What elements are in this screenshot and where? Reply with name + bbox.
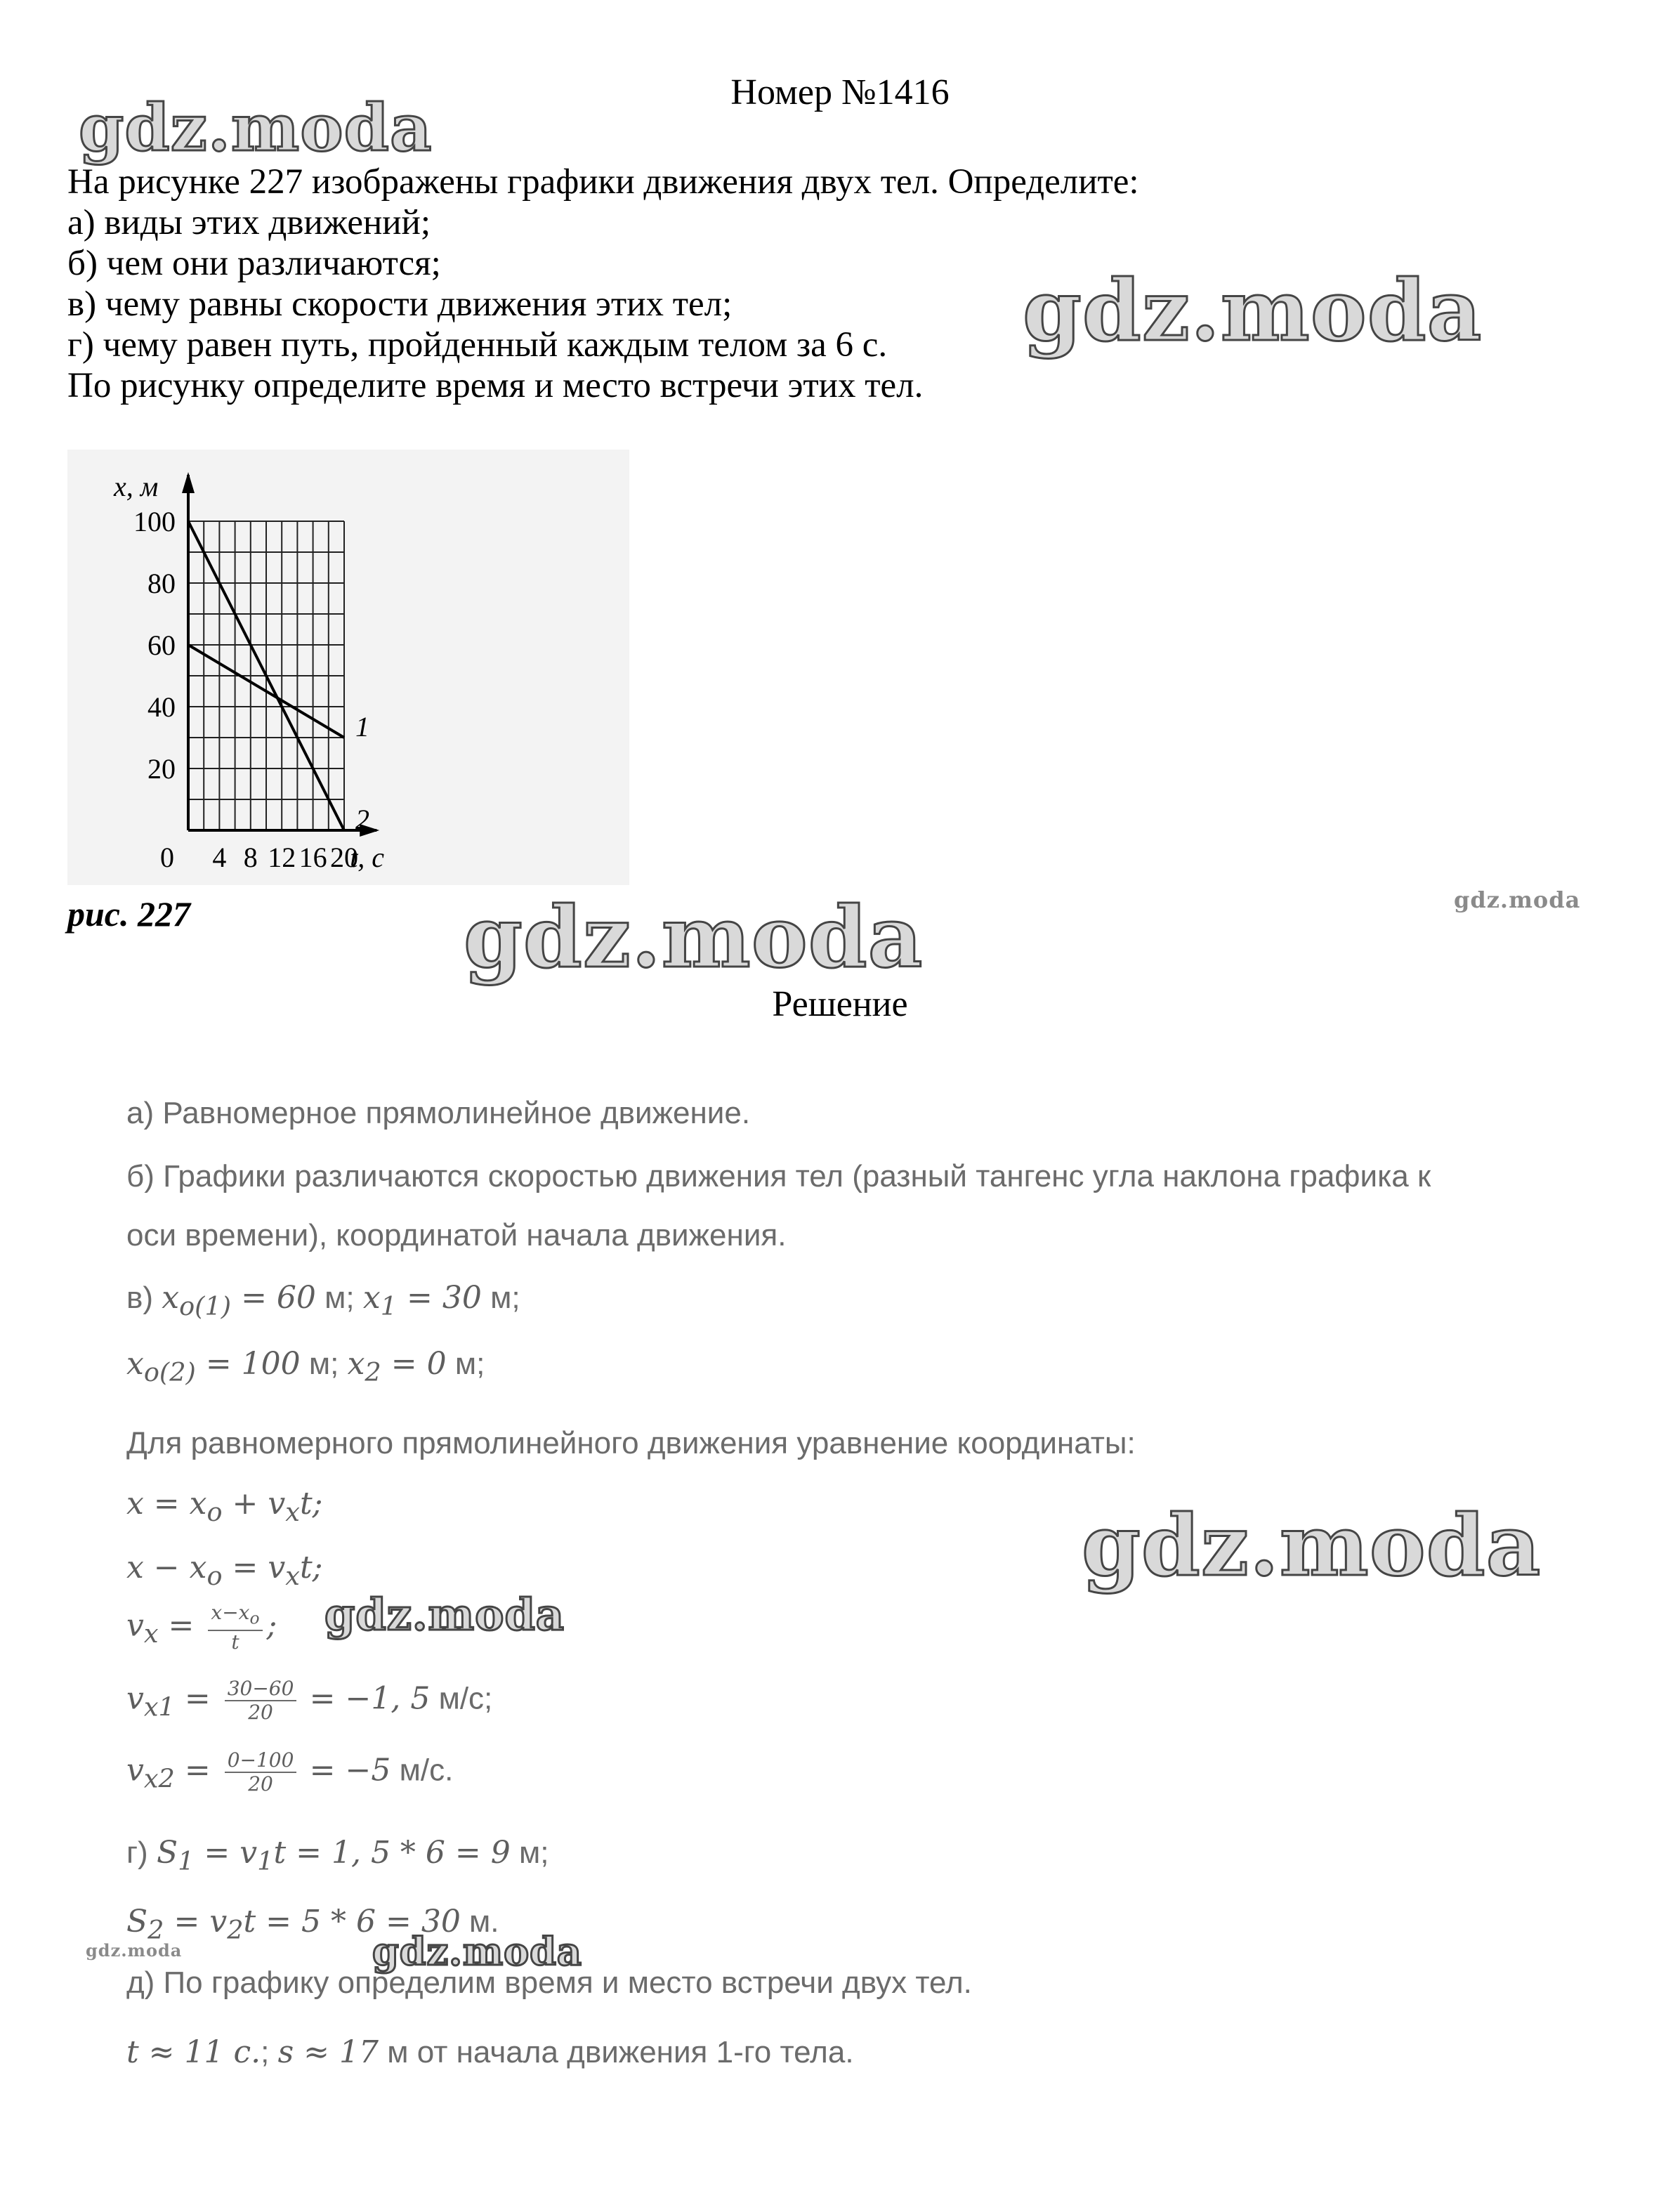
x-tick-label: 8 — [243, 842, 258, 873]
task-line: На рисунке 227 изображены графики движения двух тел. Определите: — [67, 162, 1139, 202]
motion-chart — [67, 450, 629, 885]
path-2 — [126, 1904, 499, 1945]
vx2-numerator: 0−100 — [225, 1749, 297, 1773]
vx2-sub: x2 — [143, 1763, 175, 1794]
x1-value: = 30 — [397, 1280, 482, 1316]
x-tick-label: 4 — [212, 842, 227, 873]
task-line: б) чем они различаются; — [67, 244, 441, 283]
x01-sub: o(1) — [179, 1290, 232, 1321]
y-axis-label: x, м — [114, 471, 159, 502]
page-title: Номер №1416 — [730, 72, 950, 112]
eq3-num-sub: o — [249, 1608, 260, 1628]
path-1 — [126, 1835, 549, 1876]
eq2-sub: o — [206, 1560, 223, 1591]
x02-symbol: x — [126, 1346, 144, 1382]
task-text — [67, 162, 1139, 406]
eq3-part: v — [126, 1607, 144, 1644]
x02-value: = 100 — [195, 1346, 301, 1382]
s1-part: S — [156, 1835, 178, 1871]
watermark: gdz.moda — [79, 90, 433, 166]
x01-unit: м; — [315, 1281, 355, 1315]
v-prefix: в) — [126, 1281, 154, 1315]
watermark: gdz.moda — [1454, 887, 1581, 913]
x1-symbol: x — [362, 1280, 381, 1316]
vx1-fraction — [225, 1677, 297, 1724]
vx2-unit: м/с. — [391, 1753, 454, 1788]
s2-part: S — [126, 1904, 148, 1939]
eq3-part: = — [158, 1607, 195, 1644]
eq2-sub: x — [285, 1560, 300, 1591]
eq1-sub: x — [285, 1496, 300, 1527]
eq1-part: x = x — [126, 1486, 207, 1522]
solution-title: Решение — [772, 984, 908, 1024]
figure-caption: рис. 227 — [67, 894, 190, 934]
task-line: По рисунку определите время и место встречи этих тел. — [67, 366, 924, 405]
velocity-2: $v_{x2}$ = $\frac{0-100}{20}$ = −5 м/с. — [126, 1748, 454, 1795]
equation-3 — [126, 1602, 277, 1654]
eq3-numerator: x−x — [211, 1601, 250, 1624]
solution-a: а) Равномерное прямолинейное движение. — [126, 1096, 751, 1130]
meeting-distance: s ≈ 17 — [277, 2034, 379, 2070]
task-line: г) чему равен путь, пройденный каждым телом за 6 с. — [67, 325, 888, 365]
x-tick-label: 0 — [160, 842, 174, 873]
solution-b-line1: б) Графики различаются скоростью движения тел (разный тангенс угла наклона графика к — [126, 1159, 1431, 1193]
eq1-sub: o — [206, 1496, 223, 1527]
s2-unit: м. — [460, 1904, 499, 1939]
y-tick-label: 20 — [147, 753, 176, 785]
equation-2 — [126, 1550, 322, 1591]
watermark: gdz.moda — [372, 1929, 582, 1974]
vx1-result: = −1, 5 — [309, 1680, 431, 1717]
y-tick-label: 60 — [147, 629, 176, 661]
vx1-numerator: 30−60 — [225, 1677, 297, 1701]
watermark: gdz.moda — [1023, 261, 1483, 360]
task-line: в) чему равны скорости движения этих тел; — [67, 284, 733, 324]
task-line: а) виды этих движений; — [67, 203, 431, 242]
s1-part: = v — [194, 1835, 258, 1871]
x-tick-label: 12 — [268, 842, 296, 873]
vx1-sub: x1 — [143, 1692, 175, 1722]
eq1-part: t; — [299, 1486, 323, 1522]
solution-v-coords-1 — [126, 1280, 520, 1321]
x1-sub: 1 — [380, 1290, 398, 1321]
x-tick-label: 16 — [298, 842, 327, 873]
x-axis-label: t, с — [350, 842, 385, 873]
x2-unit: м; — [446, 1347, 485, 1381]
eq3-denominator: t — [231, 1630, 239, 1654]
vx2-denominator: 20 — [248, 1772, 273, 1795]
s2-part: = v — [164, 1904, 228, 1939]
meeting-tail: м от начала движения 1-го тела. — [379, 2035, 854, 2069]
meeting-answer — [126, 2034, 854, 2070]
y-tick-label: 40 — [147, 691, 176, 723]
solution-d: д) По графику определим время и место встречи двух тел. — [126, 1965, 972, 2000]
series-label-2: 2 — [355, 804, 369, 835]
s2-sub: 2 — [147, 1914, 164, 1945]
solution-b-line2: оси времени), координатой начала движения. — [126, 1218, 787, 1252]
x2-sub: 2 — [365, 1356, 381, 1387]
x1-unit: м; — [481, 1281, 520, 1315]
s2-part: t = 5 * 6 = 30 — [243, 1904, 461, 1939]
s1-sub: 1 — [178, 1845, 195, 1876]
y-tick-label: 80 — [147, 568, 176, 599]
solution-v-coords-2 — [126, 1346, 485, 1387]
watermark: gdz.moda — [1082, 1496, 1542, 1595]
equation-1 — [126, 1486, 322, 1527]
watermark: gdz.moda — [324, 1589, 565, 1640]
x02-sub: o(2) — [143, 1356, 196, 1387]
x-tick-label: 20 — [330, 842, 358, 873]
g-prefix: г) — [126, 1836, 148, 1870]
meeting-time: t ≈ 11 с. — [126, 2034, 261, 2070]
s1-part: t = 1, 5 * 6 = 9 — [273, 1835, 511, 1871]
eq3-fraction — [208, 1602, 262, 1654]
vx1-unit: м/с; — [430, 1681, 493, 1716]
x01-symbol: x — [162, 1280, 180, 1316]
eq3-part: ; — [266, 1607, 277, 1644]
watermark: gdz.moda — [86, 1940, 183, 1961]
solution-eq-intro: Для равномерного прямолинейного движения уравнение координаты: — [126, 1426, 1136, 1460]
vx1-part: v — [126, 1680, 144, 1717]
velocity-1: $v_{x1}$ = $\frac{30-60}{20}$ = −1, 5 м/с; — [126, 1677, 493, 1724]
x2-symbol: x — [347, 1346, 365, 1382]
y-tick-label: 100 — [133, 506, 176, 537]
series-label-1: 1 — [355, 711, 369, 743]
eq2-part: x − x — [126, 1550, 207, 1585]
meeting-separator: ; — [261, 2035, 278, 2069]
s1-unit: м; — [510, 1836, 549, 1870]
vx2-part: v — [126, 1752, 144, 1788]
s1-sub: 1 — [257, 1845, 274, 1876]
eq2-part: t; — [299, 1550, 323, 1585]
vx2-fraction — [225, 1749, 297, 1795]
eq2-part: = v — [222, 1550, 286, 1585]
x2-value: = 0 — [381, 1346, 447, 1382]
watermark: gdz.moda — [464, 888, 924, 987]
eq1-part: + v — [222, 1486, 286, 1522]
vx2-result: = −5 — [309, 1752, 391, 1788]
s2-sub: 2 — [227, 1914, 244, 1945]
eq3-sub: x — [143, 1618, 159, 1649]
x01-value: = 60 — [231, 1280, 316, 1316]
vx1-denominator: 20 — [248, 1701, 273, 1724]
x02-unit: м; — [300, 1347, 339, 1381]
